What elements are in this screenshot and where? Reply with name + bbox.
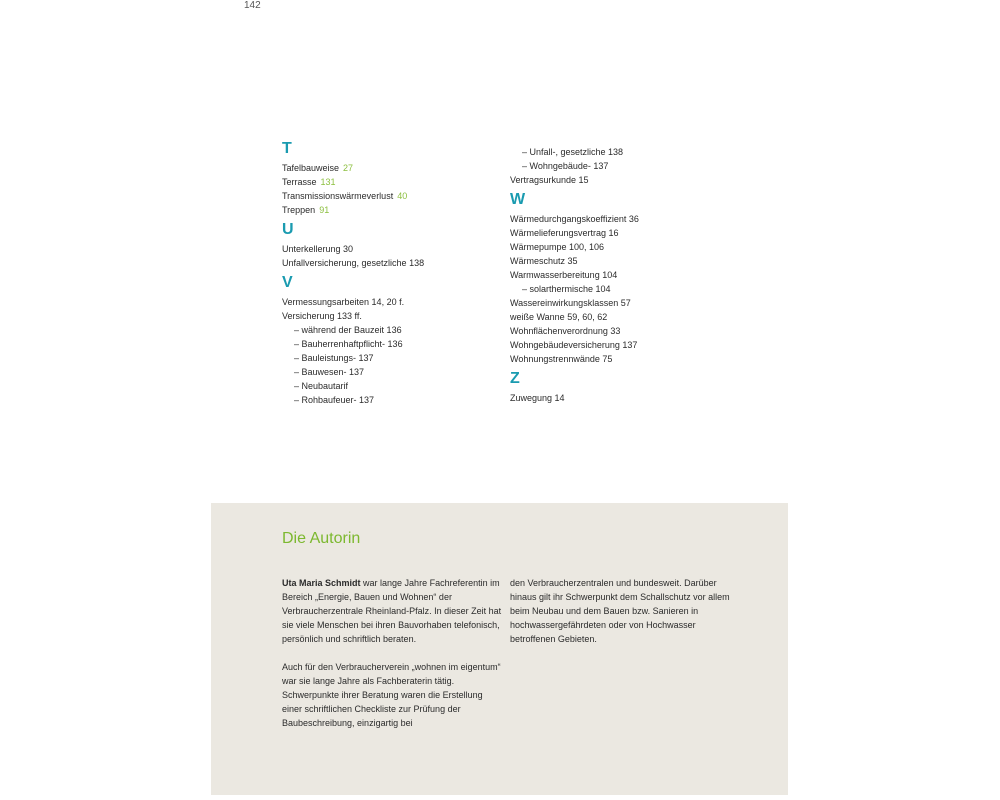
index-entry xyxy=(282,189,512,203)
index-entry xyxy=(510,338,740,352)
index-entry-text: Wohnflächenverordnung 33 xyxy=(510,326,621,336)
index-entry-text: – Bauherrenhaftpflicht- 136 xyxy=(294,339,403,349)
index-subentry xyxy=(282,323,512,337)
index-entry xyxy=(282,242,512,256)
index-entry-text: Unfallversicherung, gesetzliche 138 xyxy=(282,258,425,268)
index-entry-text: Wärmelieferungsvertrag 16 xyxy=(510,228,619,238)
index-entry-text: Warmwasserbereitung 104 xyxy=(510,270,618,280)
index-letter-heading: V xyxy=(282,274,293,291)
index-entry-text: Vertragsurkunde 15 xyxy=(510,175,589,185)
index-entry xyxy=(282,295,512,309)
index-column-right xyxy=(510,145,740,405)
author-box xyxy=(211,503,788,795)
index-entry xyxy=(510,254,740,268)
index-entry-text: – Wohngebäude- 137 xyxy=(522,161,609,171)
index-entry-text: – solarthermische 104 xyxy=(522,284,611,294)
index-entry-text: – Bauleistungs- 137 xyxy=(294,353,374,363)
index-subentry xyxy=(282,337,512,351)
index-entry-text: Treppen xyxy=(282,205,316,215)
index-entry xyxy=(282,309,512,323)
index-subentry xyxy=(282,351,512,365)
index-entry-text: Transmissionswärmeverlust xyxy=(282,191,394,201)
index-entry xyxy=(510,324,740,338)
index-entry xyxy=(282,203,512,217)
index-entry-text: – Neubautarif xyxy=(294,381,349,391)
index-entry-text: Vermessungsarbeiten 14, 20 f. xyxy=(282,297,405,307)
index-entry xyxy=(282,175,512,189)
index-page-ref: 131 xyxy=(320,177,336,187)
author-paragraph-3: den Verbraucherzentralen und bundesweit. Darüber hinaus gilt ihr Schwerpunkt dem Schallschutz vor allem beim Neubau und dem Bauen bzw. Sanieren in hochwassergefährdeten oder von Hochwasser betroffenen Gebieten. xyxy=(510,578,730,644)
author-text-column-left xyxy=(282,576,502,744)
index-subentry xyxy=(510,159,740,173)
index-entry-text: Wärmedurchgangskoeffizient 36 xyxy=(510,214,639,224)
index-entry-text: Versicherung 133 ff. xyxy=(282,311,362,321)
index-entry xyxy=(510,212,740,226)
index-subentry xyxy=(510,282,740,296)
page-number: 142 xyxy=(244,0,261,11)
index-page-ref: 91 xyxy=(319,205,330,215)
index-letter-heading: T xyxy=(282,140,292,157)
index-entry-text: Wassereinwirkungsklassen 57 xyxy=(510,298,631,308)
index-letter-heading: Z xyxy=(510,370,520,387)
index-entry xyxy=(510,226,740,240)
index-subentry xyxy=(282,393,512,407)
index-page-ref: 27 xyxy=(343,163,354,173)
index-entry-text: Wärmeschutz 35 xyxy=(510,256,578,266)
index-entry xyxy=(510,296,740,310)
index-entry xyxy=(510,391,740,405)
index-entry-text: Wärmepumpe 100, 106 xyxy=(510,242,605,252)
index-entry-text: – Rohbaufeuer- 137 xyxy=(294,395,375,405)
index-entry-text: weiße Wanne 59, 60, 62 xyxy=(510,312,608,322)
index-entry xyxy=(510,352,740,366)
index-page-ref: 40 xyxy=(397,191,408,201)
index-entry xyxy=(510,240,740,254)
index-entry-text: Unterkellerung 30 xyxy=(282,244,354,254)
index-letter-heading: W xyxy=(510,191,526,208)
index-entry xyxy=(510,268,740,282)
author-paragraph-2: Auch für den Verbraucherverein „wohnen im eigentum“ war sie lange Jahre als Fachberaterin tätig. Schwerpunkte ihrer Beratung waren die Erstellung einer schriftlichen Checkliste zur Prüfung der Baubeschreibung, einzigartig bei xyxy=(282,662,501,728)
index-entry xyxy=(510,173,740,187)
index-entry-text: – Unfall-, gesetzliche 138 xyxy=(522,147,624,157)
index-entry-text: – während der Bauzeit 136 xyxy=(294,325,402,335)
index-entry-text: – Bauwesen- 137 xyxy=(294,367,365,377)
index-entry xyxy=(282,161,512,175)
author-text-column-right xyxy=(510,576,730,660)
author-paragraph-1 xyxy=(282,576,502,646)
index-entry-text: Wohnungstrennwände 75 xyxy=(510,354,613,364)
index-entry-text: Terrasse xyxy=(282,177,317,187)
index-entry-text: Zuwegung 14 xyxy=(510,393,565,403)
index-subentry xyxy=(282,365,512,379)
index-entry xyxy=(510,310,740,324)
index-entry-text: Wohngebäudeversicherung 137 xyxy=(510,340,638,350)
author-section-title: Die Autorin xyxy=(282,530,361,547)
index-column-left xyxy=(282,140,512,407)
index-subentry xyxy=(282,379,512,393)
author-name: Uta Maria Schmidt xyxy=(282,578,361,588)
index-entry xyxy=(282,256,512,270)
index-subentry xyxy=(510,145,740,159)
index-letter-heading: U xyxy=(282,221,294,238)
index-entry-text: Tafelbauweise xyxy=(282,163,340,173)
author-paragraph-1-text: war lange Jahre Fachreferentin im Bereich „Energie, Bauen und Wohnen“ der Verbraucherzentrale Rheinland-Pfalz. In dieser Zeit hat sie viele Menschen bei ihren Bauvorhaben telefonisch, persönlich und schriftlich beraten. xyxy=(282,578,502,644)
